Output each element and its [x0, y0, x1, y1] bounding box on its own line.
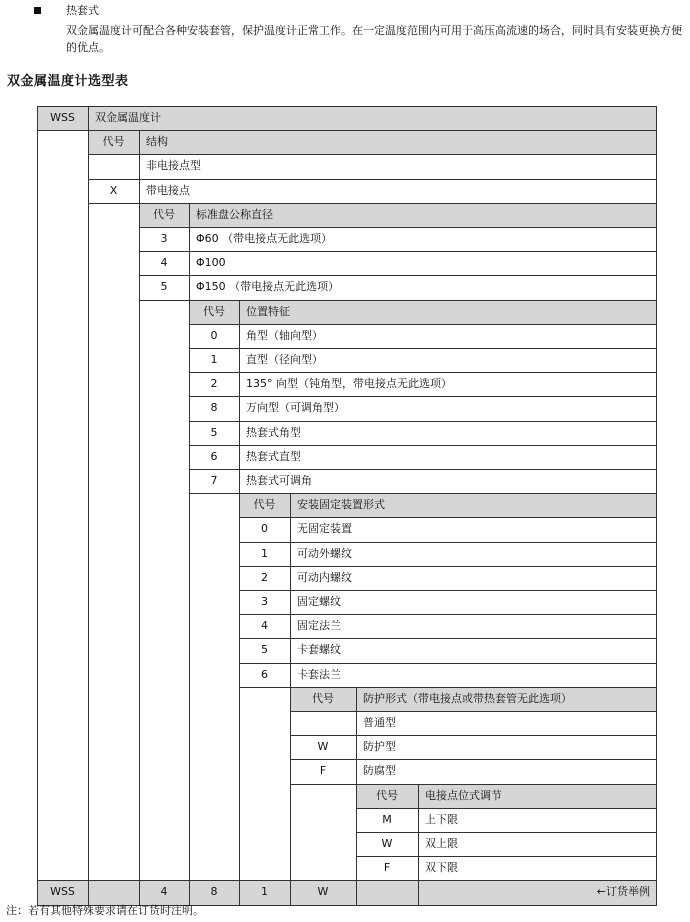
- level-name-header: 电接点位式调节: [425, 789, 502, 802]
- option-name: 防护型: [363, 740, 396, 753]
- option-name: 带电接点: [146, 184, 190, 197]
- option-name: 万向型（可调角型）: [246, 401, 345, 414]
- option-name: 双下限: [425, 861, 458, 874]
- option-name: Φ100: [196, 256, 226, 269]
- table-vline: [88, 106, 89, 906]
- table-left-border: [37, 106, 38, 906]
- option-name: 非电接点型: [146, 159, 201, 172]
- level-name-header: 防护形式（带电接点或带热套管无此选项）: [363, 692, 572, 705]
- table-right-border: [656, 106, 657, 906]
- option-name: 热套式角型: [246, 426, 301, 439]
- option-code: [290, 711, 356, 734]
- level-code-header: 代号: [203, 305, 225, 318]
- option-code: W: [317, 740, 329, 753]
- option-name: 固定法兰: [297, 619, 341, 632]
- section-bullet-title: 热套式: [66, 4, 99, 17]
- option-name: 可动外螺纹: [297, 547, 352, 560]
- option-code: M: [382, 813, 392, 826]
- option-code: 5: [210, 426, 218, 439]
- option-name: 上下限: [425, 813, 458, 826]
- option-code: 0: [210, 329, 218, 342]
- option-code: 1: [261, 547, 268, 560]
- option-code: 2: [261, 571, 268, 584]
- bullet-square-icon: [34, 7, 41, 14]
- level-code-header: 代号: [153, 208, 175, 221]
- option-name: 普通型: [363, 716, 396, 729]
- option-code: X: [109, 184, 118, 197]
- option-code: 3: [160, 232, 168, 245]
- option-code: 1: [210, 353, 218, 366]
- option-code: 4: [160, 256, 168, 269]
- option-name: 可动内螺纹: [297, 571, 352, 584]
- example-label: ←订货举例: [596, 885, 650, 898]
- option-code: 3: [261, 595, 268, 608]
- section-description: 双金属温度计可配合各种安装套管，保护温度计正常工作。在一定温度范围内可用于高压高流速的场合，同时具有安装更换方便的优点。: [66, 24, 682, 54]
- option-code: F: [383, 861, 391, 874]
- option-code: 5: [160, 280, 168, 293]
- level-code-header: 代号: [312, 692, 334, 705]
- option-code: 4: [261, 619, 268, 632]
- table-title: 双金属温度计选型表: [7, 74, 129, 89]
- option-code: W: [381, 837, 393, 850]
- level-code-header: 代号: [102, 135, 125, 148]
- option-code: 7: [210, 474, 218, 487]
- option-name: Φ150 （带电接点无此选项）: [196, 280, 340, 293]
- level-name-header: 结构: [146, 135, 168, 148]
- example-value-cell: 8: [210, 885, 218, 898]
- level-name-header: 标准盘公称直径: [196, 208, 273, 221]
- model-code-cell: WSS: [50, 111, 75, 124]
- option-code: F: [319, 764, 327, 777]
- model-name-cell: 双金属温度计: [95, 111, 161, 124]
- option-code: 5: [261, 643, 268, 656]
- option-name: 角型（轴向型）: [246, 329, 323, 342]
- footnote: 注：若有其他特殊要求请在订货时注明。: [6, 904, 204, 917]
- option-name: 防腐型: [363, 764, 396, 777]
- level-name-header: 安装固定装置形式: [297, 498, 385, 511]
- option-name: 热套式可调角: [246, 474, 312, 487]
- option-name: Φ60 （带电接点无此选项）: [196, 232, 333, 245]
- example-value-cell: WSS: [50, 885, 75, 898]
- option-name: 卡套法兰: [297, 668, 341, 681]
- example-value-cell: 4: [160, 885, 168, 898]
- option-code: 6: [210, 450, 218, 463]
- option-code: 6: [261, 668, 268, 681]
- option-name: 135° 向型（钝角型，带电接点无此选项）: [246, 377, 452, 390]
- option-code: 8: [210, 401, 218, 414]
- level-name-header: 位置特征: [246, 305, 290, 318]
- level-code-header: 代号: [253, 498, 276, 511]
- option-name: 直型（径向型）: [246, 353, 323, 366]
- option-name: 固定螺纹: [297, 595, 341, 608]
- option-code: 2: [210, 377, 218, 390]
- example-value-cell: W: [317, 885, 329, 898]
- example-value-cell: [88, 880, 139, 903]
- example-value-cell: [356, 880, 418, 903]
- option-code: 0: [261, 522, 268, 535]
- level-code-header: 代号: [376, 789, 398, 802]
- option-code: [88, 154, 139, 177]
- option-name: 卡套螺纹: [297, 643, 341, 656]
- option-name: 热套式直型: [246, 450, 301, 463]
- example-value-cell: 1: [261, 885, 268, 898]
- option-name: 无固定装置: [297, 522, 352, 535]
- option-name: 双上限: [425, 837, 458, 850]
